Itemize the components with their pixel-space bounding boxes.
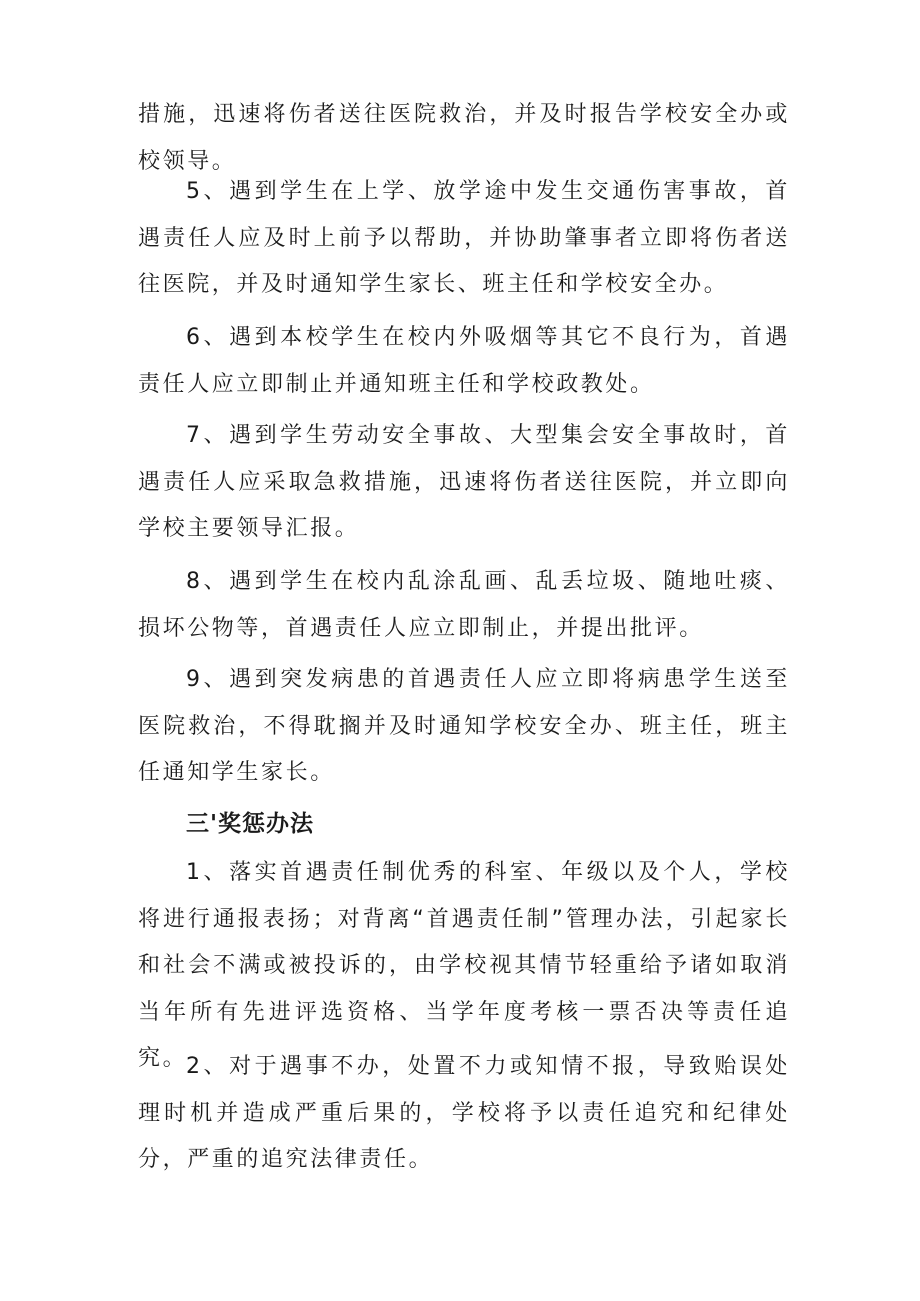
paragraph-item-5: 5、遇到学生在上学、放学途中发生交通伤害事故，首遇责任人应及时上前予以帮助，并协助肇事者立即将伤者送往医院，并及时通知学生家长、班主任和学校安全办。 — [138, 179, 790, 297]
paragraph-reward-1: 1、落实首遇责任制优秀的科室、年级以及个人，学校将进行通报表扬；对背离“首遇责任制”管理办法，引起家长和社会不满或被投诉的，由学校视其情节轻重给予诸如取消当年所有先进评选资格、当学年度考核一票否决等责任追究。 — [138, 860, 790, 1071]
section-heading: 三'奖惩办法 — [186, 811, 315, 837]
paragraph-item-9: 9、遇到突发病患的首遇责任人应立即将病患学生送至医院救治，不得耽搁并及时通知学校安全办、班主任，班主任通知学生家长。 — [138, 667, 790, 785]
paragraph-continuation: 措施，迅速将伤者送往医院救治，并及时报告学校安全办或校领导。 — [138, 102, 790, 174]
paragraph-reward-2: 2、对于遇事不办，处置不力或知情不报，导致贻误处理时机并造成严重后果的，学校将予以责任追究和纪律处分，严重的追究法律责任。 — [138, 1054, 790, 1172]
paragraph-item-7: 7、遇到学生劳动安全事故、大型集会安全事故时，首遇责任人应采取急救措施，迅速将伤者送往医院，并立即向学校主要领导汇报。 — [138, 423, 790, 541]
paragraph-item-8: 8、遇到学生在校内乱涂乱画、乱丢垃圾、随地吐痰、损坏公物等，首遇责任人应立即制止，并提出批评。 — [138, 569, 790, 641]
paragraph-item-6: 6、遇到本校学生在校内外吸烟等其它不良行为，首遇责任人应立即制止并通知班主任和学校政教处。 — [138, 325, 790, 397]
